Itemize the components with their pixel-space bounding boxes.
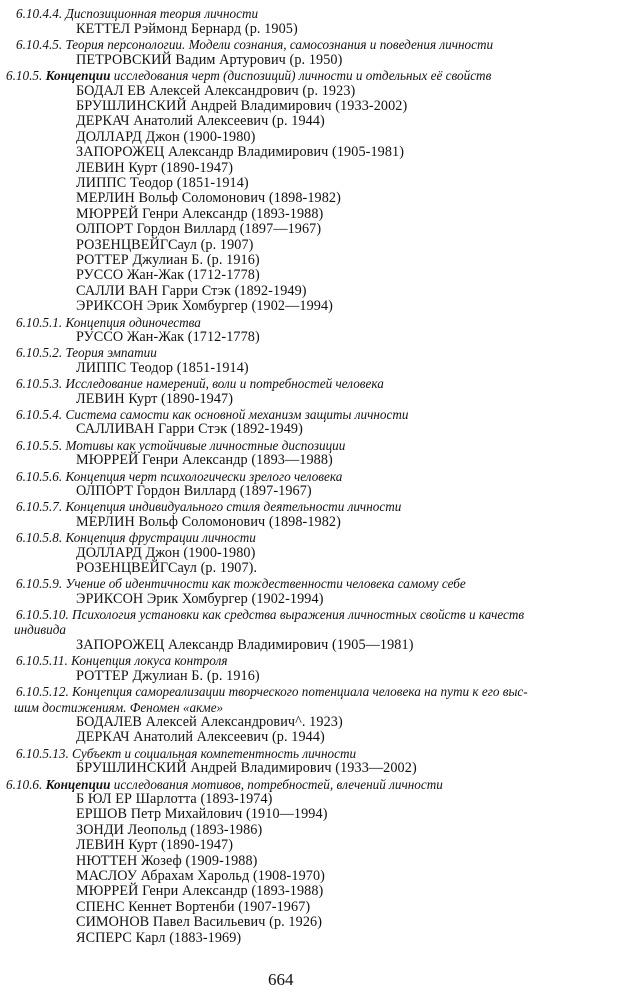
person-entry: РОТТЕР Джулиан Б. (р. 1916) <box>76 668 260 684</box>
section-number: 6.10.5.10. <box>16 607 69 622</box>
section-number: 6.10.5.8. <box>16 530 63 545</box>
person-entry: ЛИППС Теодор (1851-1914) <box>76 175 249 191</box>
section-number: 6.10.4.4. <box>16 6 63 21</box>
person-entry: МЕРЛИН Вольф Соломонович (1898-1982) <box>76 190 341 206</box>
section-keyword: Концепции <box>45 68 111 83</box>
section-title: шим достижениям. Феномен «акме» <box>14 700 224 715</box>
person-entry: ОЛПОРТ Гордон Виллард (1897—1967) <box>76 221 322 237</box>
section-heading <box>16 607 524 622</box>
person-entry: ЛИППС Теодор (1851-1914) <box>76 360 249 376</box>
section-title: Теория эмпатии <box>65 345 157 360</box>
section-heading <box>16 37 493 52</box>
person-entry: МЕРЛИН Вольф Соломонович (1898-1982) <box>76 514 341 530</box>
person-entry: ДОЛЛАРД Джон (1900-1980) <box>76 129 256 145</box>
section-heading <box>14 622 66 637</box>
section-number: 6.10.4.5. <box>16 37 63 52</box>
person-entry: ДЕРКАЧ Анатолий Алексеевич (р. 1944) <box>76 113 325 129</box>
person-entry: РОТТЕР Джулиан Б. (р. 1916) <box>76 252 260 268</box>
section-number: 6.10.5.5. <box>16 438 63 453</box>
person-entry: БОДАЛЕВ Алексей Александрович^. 1923) <box>76 714 343 730</box>
person-entry: РОЗЕНЦВЕЙГСаул (р. 1907) <box>76 237 254 253</box>
section-heading <box>16 499 401 514</box>
section-title: Диспозиционная теория личности <box>65 6 259 21</box>
section-title: Система самости как основной механизм защиты личности <box>65 407 409 422</box>
person-entry: ПЕТРОВСКИЙ Вадим Артурович (р. 1950) <box>76 52 343 68</box>
person-entry: ЛЕВИН Курт (1890-1947) <box>76 160 234 176</box>
section-heading <box>16 6 258 21</box>
person-entry: ЛЕВИН Курт (1890-1947) <box>76 837 234 853</box>
section-title: Концепция фрустрации личности <box>65 530 256 545</box>
section-title: Теория персонологии. Модели сознания, самосознания и поведения личности <box>65 37 494 52</box>
person-entry: ЗОНДИ Леопольд (1893-1986) <box>76 822 263 838</box>
section-title: индивида <box>14 622 66 637</box>
section-number: 6.10.5.13. <box>16 746 69 761</box>
section-heading <box>16 576 466 591</box>
section-title: Учение об идентичности как тождественности человека самому себе <box>65 576 466 591</box>
section-number: 6.10.5.6. <box>16 469 63 484</box>
section-title: исследования черт (диспозиций) личности и отдельных её свойств <box>110 68 492 83</box>
section-title: Исследование намерений, воли и потребностей человека <box>65 376 384 391</box>
person-entry: РОЗЕНЦВЕЙГСаул (р. 1907). <box>76 560 258 576</box>
person-entry: ДОЛЛАРД Джон (1900-1980) <box>76 545 256 561</box>
section-heading <box>16 746 356 761</box>
section-number: 6.10.5.7. <box>16 499 63 514</box>
person-entry: НЮТТЕН Жозеф (1909-1988) <box>76 853 258 869</box>
person-entry: ЭРИКСОН Эрик Хомбургер (1902—1994) <box>76 298 333 314</box>
person-entry: КЕТТЕЛ Рэймонд Бернард (р. 1905) <box>76 21 298 37</box>
section-title: Концепция локуса контроля <box>71 653 228 668</box>
person-entry: ЗАПОРОЖЕЦ Александр Владимирович (1905-1981) <box>76 144 405 160</box>
section-title: Концепция самореализации творческого потенциала человека на пути к его выс- <box>72 684 528 699</box>
section-heading <box>16 530 256 545</box>
person-entry: МАСЛОУ Абрахам Харольд (1908-1970) <box>76 868 325 884</box>
section-heading <box>6 68 491 83</box>
person-entry: БОДАЛ ЕВ Алексей Александрович (р. 1923) <box>76 83 356 99</box>
person-entry: РУССО Жан-Жак (1712-1778) <box>76 267 260 283</box>
section-title: Концепция черт психологически зрелого человека <box>65 469 343 484</box>
person-entry: ЛЕВИН Курт (1890-1947) <box>76 391 234 407</box>
person-entry: МЮРРЕЙ Генри Александр (1893-1988) <box>76 206 324 222</box>
person-entry: БРУШЛИНСКИЙ Андрей Владимирович (1933—2002) <box>76 760 417 776</box>
section-heading <box>16 376 384 391</box>
section-number: 6.10.6. <box>6 777 43 792</box>
section-number: 6.10.5.11. <box>16 653 68 668</box>
person-entry: ЗАПОРОЖЕЦ Александр Владимирович (1905—1981) <box>76 637 414 653</box>
page-number: 664 <box>268 970 294 989</box>
person-entry: СПЕНС Кеннет Вортенби (1907-1967) <box>76 899 311 915</box>
person-entry: ДЕРКАЧ Анатолий Алексеевич (р. 1944) <box>76 729 325 745</box>
section-heading <box>6 777 443 792</box>
section-title: Концепция одиночества <box>65 315 201 330</box>
section-heading <box>16 469 342 484</box>
section-number: 6.10.5.1. <box>16 315 63 330</box>
section-heading <box>16 653 227 668</box>
section-heading <box>16 438 345 453</box>
section-keyword: Концепции <box>45 777 111 792</box>
section-title: Мотивы как устойчивые личностные диспозиции <box>65 438 346 453</box>
person-entry: МЮРРЕЙ Генри Александр (1893—1988) <box>76 452 333 468</box>
person-entry: БРУШЛИНСКИЙ Андрей Владимирович (1933-2002) <box>76 98 408 114</box>
person-entry: САЛЛИВАН Гарри Стэк (1892-1949) <box>76 421 303 437</box>
person-entry: Б ЮЛ ЕР Шарлотта (1893-1974) <box>76 791 273 807</box>
section-heading <box>16 345 157 360</box>
person-entry: ЯСПЕРС Карл (1883-1969) <box>76 930 242 946</box>
section-number: 6.10.5.12. <box>16 684 69 699</box>
person-entry: ЭРИКСОН Эрик Хомбургер (1902-1994) <box>76 591 324 607</box>
section-heading <box>16 315 201 330</box>
section-heading <box>14 700 223 715</box>
section-title: Психология установки как средства выражения личностных свойств и качеств <box>72 607 525 622</box>
section-number: 6.10.5. <box>6 68 43 83</box>
section-number: 6.10.5.4. <box>16 407 63 422</box>
person-entry: ЕРШОВ Петр Михайлович (1910—1994) <box>76 806 328 822</box>
section-title: исследования мотивов, потребностей, влечений личности <box>110 777 443 792</box>
section-heading <box>16 407 408 422</box>
person-entry: СИМОНОВ Павел Васильевич (р. 1926) <box>76 914 323 930</box>
section-number: 6.10.5.3. <box>16 376 63 391</box>
person-entry: ОЛПОРТ Гордон Виллард (1897-1967) <box>76 483 312 499</box>
section-number: 6.10.5.2. <box>16 345 63 360</box>
person-entry: РУССО Жан-Жак (1712-1778) <box>76 329 260 345</box>
section-number: 6.10.5.9. <box>16 576 63 591</box>
person-entry: МЮРРЕЙ Генри Александр (1893-1988) <box>76 883 324 899</box>
section-heading <box>16 684 528 699</box>
person-entry: САЛЛИ ВАН Гарри Стэк (1892-1949) <box>76 283 307 299</box>
section-title: Концепция индивидуального стиля деятельности личности <box>65 499 402 514</box>
section-title: Субъект и социальная компетентность личности <box>72 746 357 761</box>
